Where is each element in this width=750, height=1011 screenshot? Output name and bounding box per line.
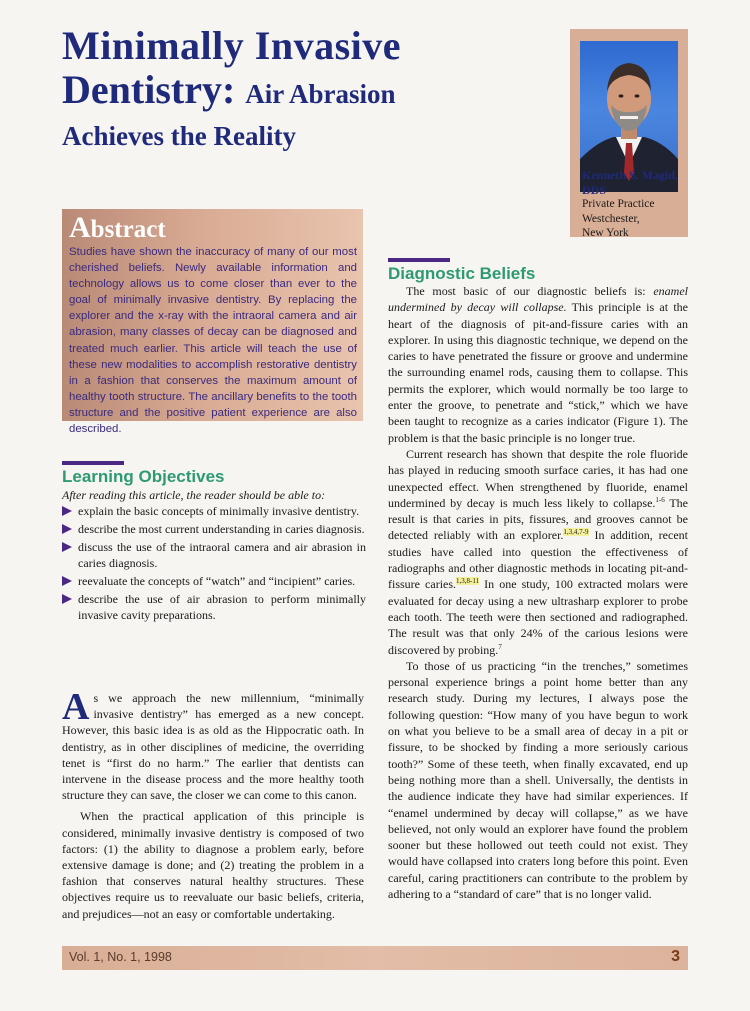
list-item: discuss the use of the intraoral camera and air abrasion in caries diagnosis. [62, 539, 366, 571]
citation: 1,3,8-11 [456, 577, 480, 586]
author-affiliation: Private Practice Westchester, New York [582, 198, 655, 239]
abstract-body: Studies have shown the inaccuracy of many of our most cherished beliefs. Newly available information and technology allows us to come closer than ever to the goal of minimally invasive dentistry. By replacing the explorer and the x-ray with the intraoral camera and air abrasion, many classes of decay can be diagnosed and treated much earlier. This article will teach the use of these new modalities to accomplish restorative dentistry in a fashion that conserves the maximum amount of healthy tooth structure. The ancillary benefits to the tooth structure and the positive patient experience are also described. [69, 246, 357, 436]
intro-text [62, 686, 364, 922]
abstract-box [62, 209, 363, 436]
diagnostic-beliefs-heading: Diagnostic Beliefs [388, 264, 536, 283]
diagnostic-beliefs-text [388, 283, 688, 902]
arrow-bullet-icon [62, 576, 72, 586]
list-item: describe the use of air abrasion to perform minimally invasive cavity preparations. [62, 591, 366, 623]
page-number: 3 [671, 948, 680, 965]
list-item: explain the basic concepts of minimally invasive dentistry. [62, 503, 366, 519]
article-title [62, 24, 532, 154]
learning-objectives-list [62, 503, 366, 625]
citation: 7 [498, 642, 502, 651]
title-line-2-sub: Air Abrasion [245, 79, 396, 109]
diagnostic-paragraph-2: Current research has shown that despite the role fluoride has played in reducing smooth surface caries, it has had one unexpected effect. When strengthened by fluoride, enamel undermined by decay is much less likely to collapse.$^{1-6}$ The result is that caries in pits, fissures, and grooves cannot be detected reliably with an explorer.$^{1,3,4,7-9}$ In addition, recent studies have called into question the effectiveness of radiographs and other diagnostic methods in locating pit-and-fissure caries.$^{1,3,8-11}$ In one study, 100 extracted molars were evaluated for decay using a new ultrasharp explorer to probe each tooth. The teeth were then sectioned and radiographed. The result was that only 24% of the carious lesions were discovered by probing.$^7$ [388, 446, 688, 657]
intro-paragraph-1: As we approach the new millennium, “minimally invasive dentistry” has emerged as a new concept. However, this basic idea is as old as the Hippocratic oath. In dentistry, as in other disciplines of medicine, the overriding tenet is “first do no harm.” The earlier that dentists can intervene in the disease process and the more healthy tooth structure they can save, the closer we can come to this canon. [62, 686, 364, 803]
title-line-2-main: Dentistry: [62, 67, 236, 112]
section-rule [62, 461, 124, 465]
list-item: reevaluate the concepts of “watch” and “incipient” caries. [62, 573, 366, 589]
page-footer [62, 946, 688, 970]
arrow-bullet-icon [62, 506, 72, 516]
arrow-bullet-icon [62, 594, 72, 604]
diagnostic-paragraph-1: The most basic of our diagnostic beliefs is: enamel undermined by decay will collapse. This principle is at the heart of the diagnosis of pit-and-fissure caries with an explorer. In using this diagnostic technique, we depend on the caries to have penetrated the fissure or groove and undermine the surrounding enamel rods, causing them to collapse. This permits the explorer, which would normally be too large to enter the groove, to penetrate and “stick,” which we have been taught to recognize as a caries indicator (Figure 1). The problem is that the basic principle is no longer true. [388, 284, 688, 445]
arrow-bullet-icon [62, 524, 72, 534]
title-line-3: Achieves the Reality [62, 121, 296, 151]
title-line-2 [62, 68, 532, 116]
learning-objectives-intro: After reading this article, the reader should be able to: [62, 488, 326, 502]
citation: 1,3,4,7-9 [563, 528, 589, 537]
author-name: Kenneth S. Magid, DDS [582, 168, 679, 197]
title-line-1: Minimally Invasive [62, 23, 402, 68]
diagnostic-paragraph-3: To those of us practicing “in the trenches,” sometimes personal experience brings a point home better than any research study. During my lectures, I always pose the following question: “How many of you have begun to work on what you believe to be a small area of decay in a pit or fissure, to be shocked by finding a more seriously carious tooth?” Some of these teeth, when finally excavated, end up being nothing more than a shell. Universally, the dentists in the audience indicate they have had similar experiences. If “enamel undermined by decay will collapse,” as we have believed, not only would an explorer have found the problem sooner but these hollowed out teeth could not exist. They would have collapsed into craters long before this point. Even careful, caring practitioners can contribute to the problem by adhering to a “standard of care” that is no longer valid. [388, 658, 688, 901]
section-rule [388, 258, 450, 262]
learning-objectives-heading: Learning Objectives [62, 467, 225, 486]
arrow-bullet-icon [62, 542, 72, 552]
intro-paragraph-2: When the practical application of this principle is considered, minimally invasive dentistry is composed of two factors: (1) the ability to diagnose a problem early, before extensive damage is done; and (2) treating the problem in a fashion that conserves natural healthy structures. These objectives require us to reevaluate our basic beliefs, criteria, and prejudices—not an easy or comfortable undertaking. [62, 809, 364, 921]
list-item: describe the most current understanding in caries diagnosis. [62, 521, 366, 537]
abstract-heading: Abstract [69, 211, 166, 244]
citation: 1-6 [655, 495, 665, 504]
drop-cap: A [62, 686, 90, 728]
issue-label: Vol. 1, No. 1, 1998 [69, 950, 172, 964]
